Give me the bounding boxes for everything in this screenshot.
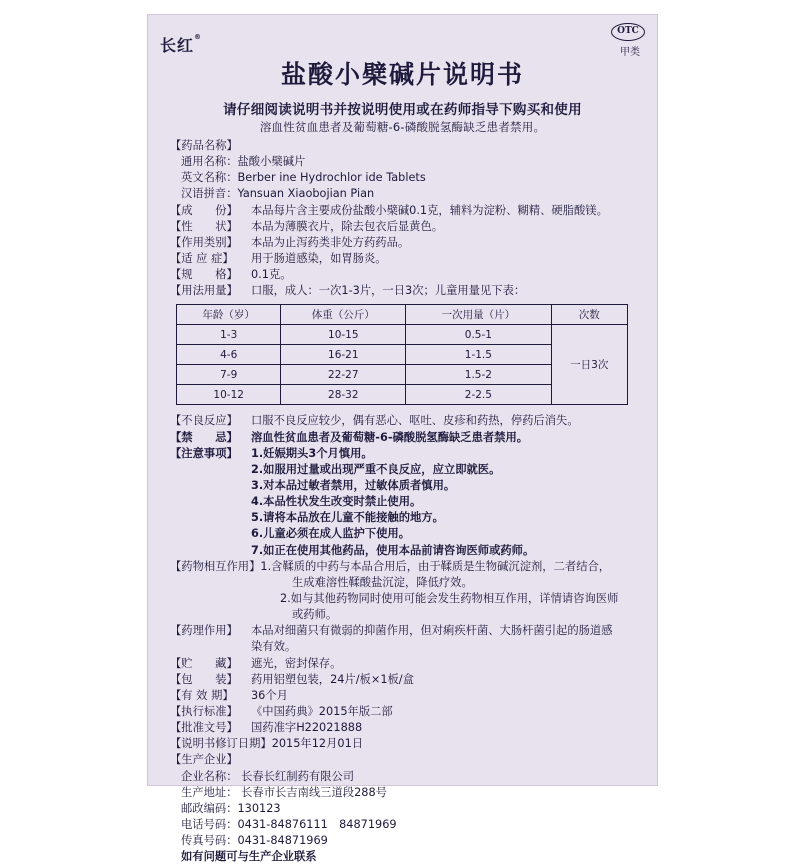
storage: 【贮 藏】 遮光，密封保存。: [170, 656, 342, 670]
adverse-reactions: 【不良反应】 口服不良反应较少，偶有恶心、呕吐、皮疹和药热，停药后消失。: [170, 414, 579, 428]
warning-line: 溶血性贫血患者及葡萄糖-6-磷酸脱氢酶缺乏患者禁用。: [259, 120, 546, 134]
generic-name: 通用名称：盐酸小檗碱片: [181, 155, 306, 169]
caution-3: 3.对本品过敏者禁用，过敏体质者慎用。: [251, 478, 456, 492]
frequency-cell: 一日3次: [551, 325, 627, 405]
pinyin-name: 汉语拼音：Yansuan Xiaobojian Pian: [181, 187, 375, 201]
character: 【性 状】 本品为薄膜衣片，除去包衣后显黄色。: [170, 219, 444, 233]
pharmacology: 【药理作用】 本品对细菌只有微弱的抑菌作用，但对痢疾杆菌、大肠杆菌引起的肠道感: [170, 624, 613, 638]
pharmacology-cont: 染有效。: [251, 640, 297, 654]
usage-notice: 请仔细阅读说明书并按说明使用或在药师指导下购买和使用: [223, 102, 582, 118]
drug-name-header: 【药品名称】: [170, 139, 238, 152]
table-row: 10-12 28-32 2-2.5: [177, 385, 628, 405]
interaction-2: 生成难溶性鞣酸盐沉淀，降低疗效。: [292, 575, 473, 589]
interaction-4: 或药师。: [292, 608, 338, 622]
english-name: 英文名称：Berber ine Hydrochlor ide Tablets: [181, 171, 426, 185]
otc-badge: OTC: [611, 23, 645, 41]
interaction-1: 【药物相互作用】1.含鞣质的中药与本品合用后，由于鞣质是生物碱沉淀剂，二者结合，: [170, 559, 611, 573]
table-row: 4-6 16-21 1-1.5: [177, 345, 628, 365]
caution-5: 5.请将本品放在儿童不能接触的地方。: [251, 511, 444, 525]
otc-class: 甲类: [620, 47, 640, 58]
approval: 【批准文号】 国药准字H22021888: [170, 721, 363, 735]
dose-table: [176, 304, 628, 405]
table-row: 1-3 10-15 0.5-1 一日3次: [177, 325, 628, 345]
dosage: 【用法用量】 口服，成人：一次1-3片，一日3次；儿童用量见下表：: [170, 284, 526, 298]
spec: 【规 格】 0.1克。: [170, 268, 292, 282]
manufacturer-postcode: 邮政编码：130123: [181, 801, 281, 815]
validity: 【有 效 期】 36个月: [170, 688, 288, 702]
dose-table-header: 年龄（岁） 体重（公斤） 一次用量（片） 次数: [177, 305, 628, 325]
manufacturer-address: 生产地址： 长春市长吉南线三道段288号: [181, 785, 387, 799]
caution-4: 4.本品性状发生改变时禁止使用。: [251, 495, 422, 509]
caution-6: 6.儿童必须在成人监护下使用。: [251, 527, 411, 541]
manufacturer-header: 【生产企业】: [170, 753, 238, 767]
contraindications: 【禁 忌】 溶血性贫血患者及葡萄糖-6-磷酸脱氢酶缺乏患者禁用。: [170, 430, 529, 444]
content: [170, 138, 640, 865]
indication: 【适 应 症】 用于肠道感染，如胃肠炎。: [170, 251, 387, 265]
standard: 【执行标准】 《中国药典》2015年版二部: [170, 704, 393, 718]
contact-note: 如有问题可与生产企业联系: [181, 850, 317, 864]
page-title: 盐酸小檗碱片说明书: [280, 60, 524, 89]
caution-1: 【注意事项】 1.妊娠期头3个月慎用。: [170, 446, 373, 460]
caution-2: 2.如服用过量或出现严重不良反应，应立即就医。: [251, 462, 501, 476]
manufacturer-name: 企业名称： 长春长红制药有限公司: [181, 769, 355, 783]
table-row: 7-9 22-27 1.5-2: [177, 365, 628, 385]
package: 【包 装】 药用铝塑包装，24片/板×1板/盒: [170, 672, 414, 686]
caution-7: 7.如正在使用其他药品，使用本品前请咨询医师或药师。: [251, 543, 535, 557]
manufacturer-fax: 传真号码：0431-84871969: [181, 834, 328, 848]
interaction-3: 2.如与其他药物同时使用可能会发生药物相互作用，详情请咨询医师: [280, 591, 619, 605]
manufacturer-phone: 电话号码：0431-84876111 84871969: [181, 817, 397, 831]
instruction-sheet: [147, 14, 658, 864]
brand-logo: 长红®: [160, 33, 203, 55]
category: 【作用类别】 本品为止泻药类非处方药药品。: [170, 235, 410, 249]
composition: 【成 份】 本品每片含主要成份盐酸小檗碱0.1克，辅料为淀粉、糊精、硬脂酸镁。: [170, 203, 608, 217]
revision-date: 【说明书修订日期】2015年12月01日: [170, 737, 364, 751]
